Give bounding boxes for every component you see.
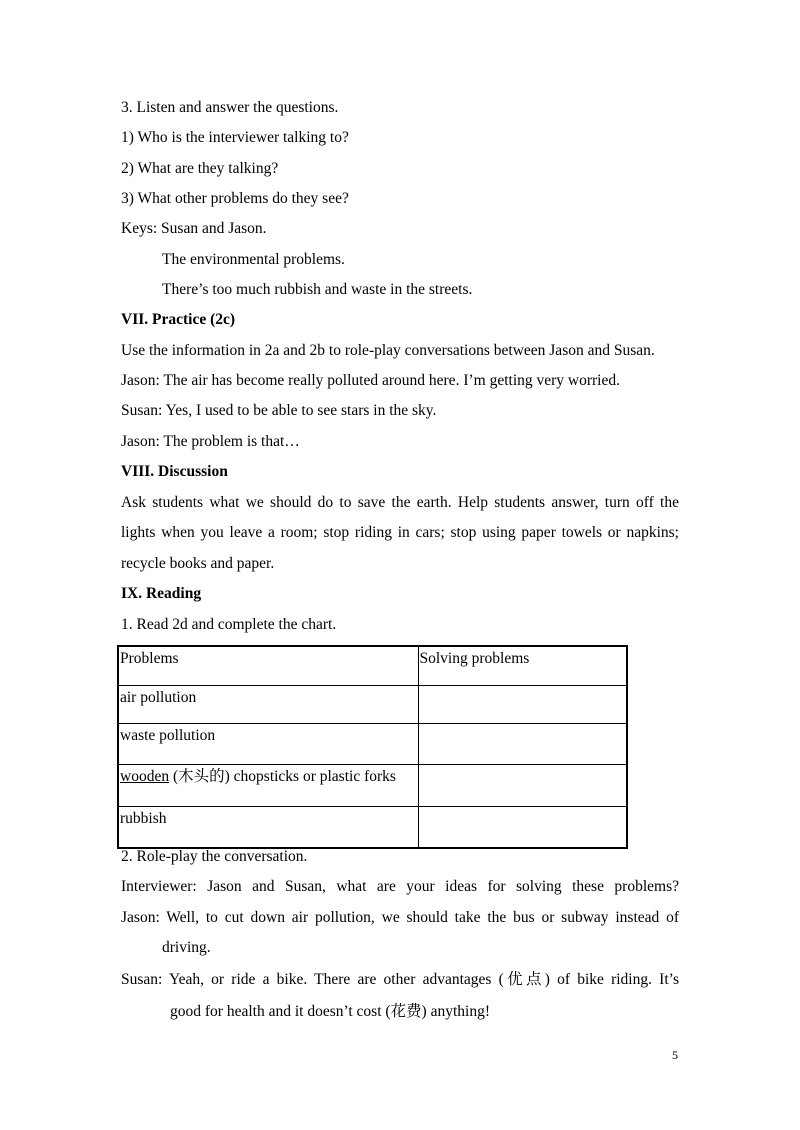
- underlined-word: wooden: [120, 768, 170, 785]
- solution-cell[interactable]: [418, 807, 627, 849]
- dialogue-line: driving.: [162, 939, 211, 956]
- table-row: [118, 686, 627, 724]
- header-problems: Problems: [118, 646, 418, 686]
- section-heading-discussion: VIII. Discussion: [121, 463, 228, 480]
- solution-cell[interactable]: [418, 724, 627, 765]
- problem-cell: air pollution: [118, 686, 418, 724]
- dialogue-line: Jason: The air has become really polluted around here. I’m getting very worried.: [121, 372, 620, 389]
- problem-text: (木头的) chopsticks or plastic forks: [169, 768, 396, 785]
- header-solving-problems: Solving problems: [418, 646, 627, 686]
- problems-chart: [117, 645, 628, 849]
- dialogue-line: Susan: Yes, I used to be able to see stars in the sky.: [121, 402, 437, 419]
- section-heading-practice: VII. Practice (2c): [121, 311, 236, 328]
- dialogue-line: Jason: Well, to cut down air pollution, we should take the bus or subway instead of: [121, 909, 679, 926]
- dialogue-line: Jason: The problem is that…: [121, 433, 300, 450]
- discussion-text: recycle books and paper.: [121, 555, 275, 572]
- question-1: 1) Who is the interviewer talking to?: [121, 129, 349, 146]
- practice-instruction: Use the information in 2a and 2b to role-play conversations between Jason and Susan.: [121, 342, 655, 359]
- page-number: 5: [672, 1048, 678, 1062]
- dialogue-line: good for health and it doesn’t cost (花费) anything!: [170, 1003, 490, 1020]
- question-heading: 3. Listen and answer the questions.: [121, 99, 339, 116]
- solution-cell[interactable]: [418, 686, 627, 724]
- key-3: There’s too much rubbish and waste in the streets.: [162, 281, 473, 298]
- table-row: [118, 807, 627, 849]
- question-2: 2) What are they talking?: [121, 160, 279, 177]
- table-row: [118, 724, 627, 765]
- keys-line: Keys: Susan and Jason.: [121, 220, 267, 237]
- discussion-text: Ask students what we should do to save the earth. Help students answer, turn off the: [121, 494, 679, 511]
- section-heading-reading: IX. Reading: [121, 585, 202, 602]
- roleplay-heading: 2. Role-play the conversation.: [121, 848, 308, 865]
- problem-cell: [118, 765, 418, 807]
- table-row: [118, 765, 627, 807]
- reading-instruction: 1. Read 2d and complete the chart.: [121, 616, 337, 633]
- problem-cell: rubbish: [118, 807, 418, 849]
- key-2: The environmental problems.: [162, 251, 345, 268]
- dialogue-line: Interviewer: Jason and Susan, what are your ideas for solving these problems?: [121, 878, 679, 895]
- question-3: 3) What other problems do they see?: [121, 190, 349, 207]
- dialogue-line: Susan: Yeah, or ride a bike. There are other advantages (优点) of bike riding. It’s: [121, 971, 679, 988]
- solution-cell[interactable]: [418, 765, 627, 807]
- discussion-text: lights when you leave a room; stop riding in cars; stop using paper towels or napkins;: [121, 524, 679, 541]
- table-header-row: [118, 646, 627, 686]
- problem-cell: waste pollution: [118, 724, 418, 765]
